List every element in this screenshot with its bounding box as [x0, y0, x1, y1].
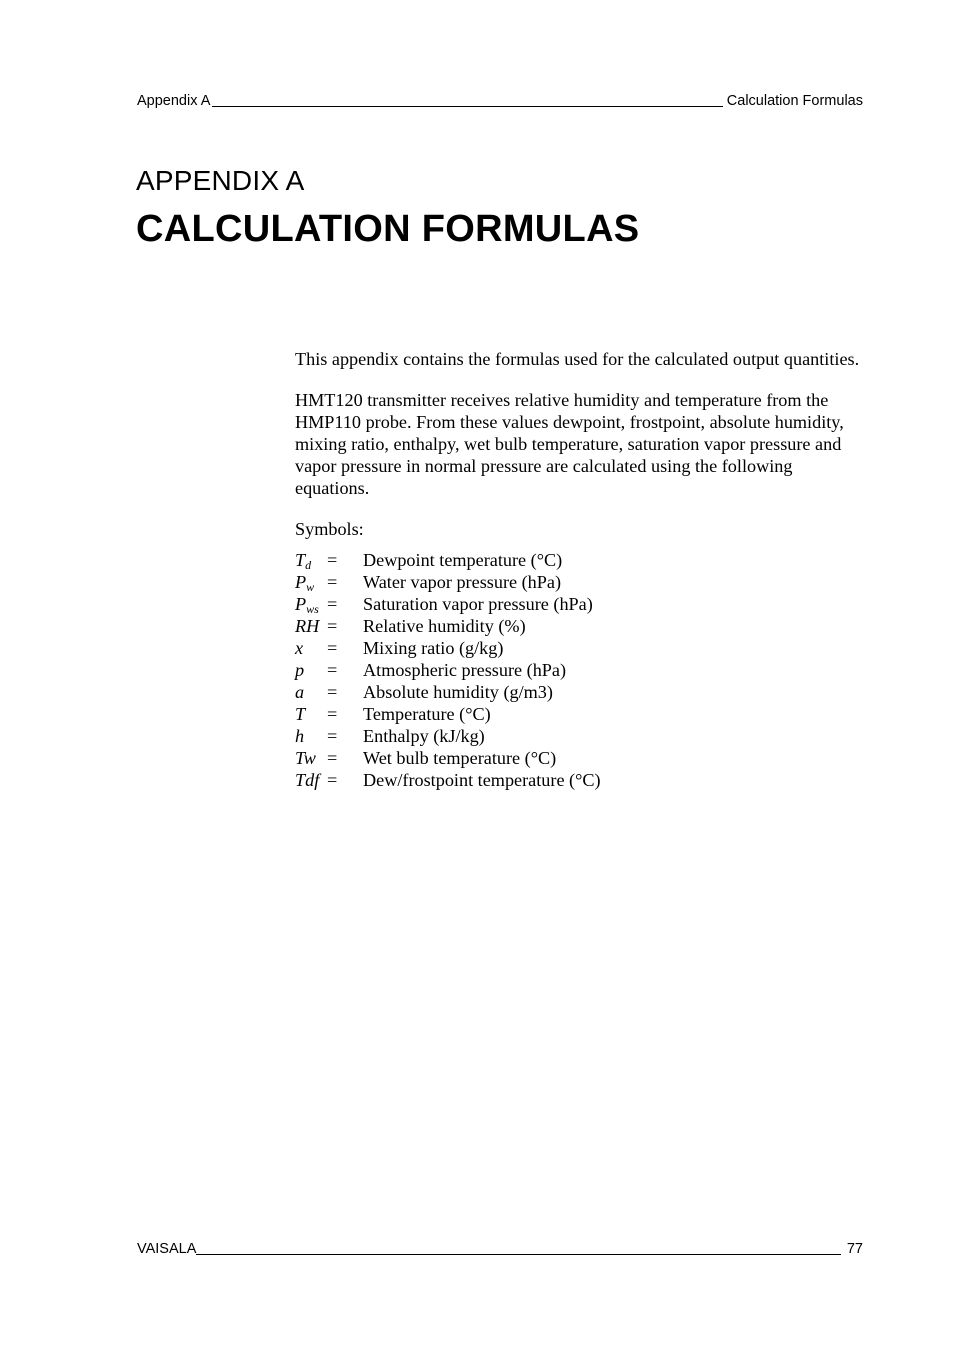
- symbol-row: [295, 571, 601, 593]
- symbol-description: Atmospheric pressure (hPa): [363, 660, 567, 680]
- symbol-equals: =: [327, 660, 338, 680]
- chapter-title: CALCULATION FORMULAS: [136, 208, 640, 250]
- symbol-name: p: [295, 660, 305, 680]
- symbol-description: Saturation vapor pressure (hPa): [363, 594, 593, 614]
- symbol-name: h: [295, 726, 305, 746]
- symbol-name: $P_{ws}$: [295, 594, 319, 616]
- symbol-equals: =: [327, 770, 338, 790]
- symbol-name: $T_d$: [295, 550, 312, 572]
- symbol-description: Temperature (°C): [363, 704, 491, 724]
- running-header: [137, 90, 863, 110]
- symbol-row: [295, 681, 601, 703]
- symbols-heading: Symbols:: [295, 519, 364, 539]
- symbol-description: Dewpoint temperature (°C): [363, 550, 563, 570]
- symbol-equals: =: [327, 616, 338, 636]
- symbol-equals: =: [327, 682, 338, 702]
- symbol-row: [295, 637, 601, 659]
- symbol-name: RH: [295, 616, 320, 636]
- header-rule: [212, 106, 722, 107]
- chapter-label: APPENDIX A: [136, 165, 305, 196]
- symbol-description: Water vapor pressure (hPa): [363, 572, 562, 592]
- symbol-description: Enthalpy (kJ/kg): [363, 726, 485, 746]
- symbols-table: [295, 549, 601, 791]
- page-number: 77: [846, 1241, 863, 1257]
- description-paragraph: HMT120 transmitter receives relative humidity and temperature from the HMP110 probe. From these values dewpoint, frostpoint, absolute humidity, mixing ratio, enthalpy, wet bulb temperature, saturation vapor pressure and vapor pressure in normal pressure are calculated using the following equations.: [295, 390, 844, 498]
- footer-rule: [196, 1254, 840, 1255]
- symbol-description: Wet bulb temperature (°C): [363, 748, 557, 768]
- symbol-name: T: [295, 704, 306, 724]
- symbol-row: [295, 549, 601, 571]
- symbol-equals: =: [327, 726, 338, 746]
- symbol-name: Tdf: [295, 770, 320, 790]
- footer-left-text: VAISALA: [137, 1241, 197, 1257]
- symbol-row: [295, 659, 601, 681]
- symbol-description: Absolute humidity (g/m3): [363, 682, 553, 702]
- symbol-description: Relative humidity (%): [363, 616, 526, 636]
- symbol-equals: =: [327, 594, 338, 614]
- running-footer: [137, 1238, 863, 1258]
- symbol-equals: =: [327, 572, 338, 592]
- symbol-equals: =: [327, 638, 338, 658]
- header-left-text: Appendix A: [137, 93, 211, 109]
- symbol-name: x: [295, 638, 304, 658]
- symbol-row: [295, 593, 601, 615]
- symbol-description: Mixing ratio (g/kg): [363, 638, 504, 658]
- symbol-equals: =: [327, 550, 338, 570]
- symbol-row: [295, 615, 601, 637]
- symbol-name: Tw: [295, 748, 316, 768]
- symbol-name: $P_w$: [295, 572, 315, 594]
- symbol-equals: =: [327, 704, 338, 724]
- symbol-equals: =: [327, 748, 338, 768]
- symbol-row: [295, 703, 601, 725]
- symbol-description: Dew/frostpoint temperature (°C): [363, 770, 601, 790]
- symbol-row: [295, 725, 601, 747]
- symbol-row: [295, 769, 601, 791]
- symbol-row: [295, 747, 601, 769]
- header-right-text: Calculation Formulas: [726, 93, 863, 109]
- body-text: [295, 348, 865, 791]
- intro-paragraph: This appendix contains the formulas used for the calculated output quantities.: [295, 349, 860, 369]
- symbol-name: a: [295, 682, 305, 702]
